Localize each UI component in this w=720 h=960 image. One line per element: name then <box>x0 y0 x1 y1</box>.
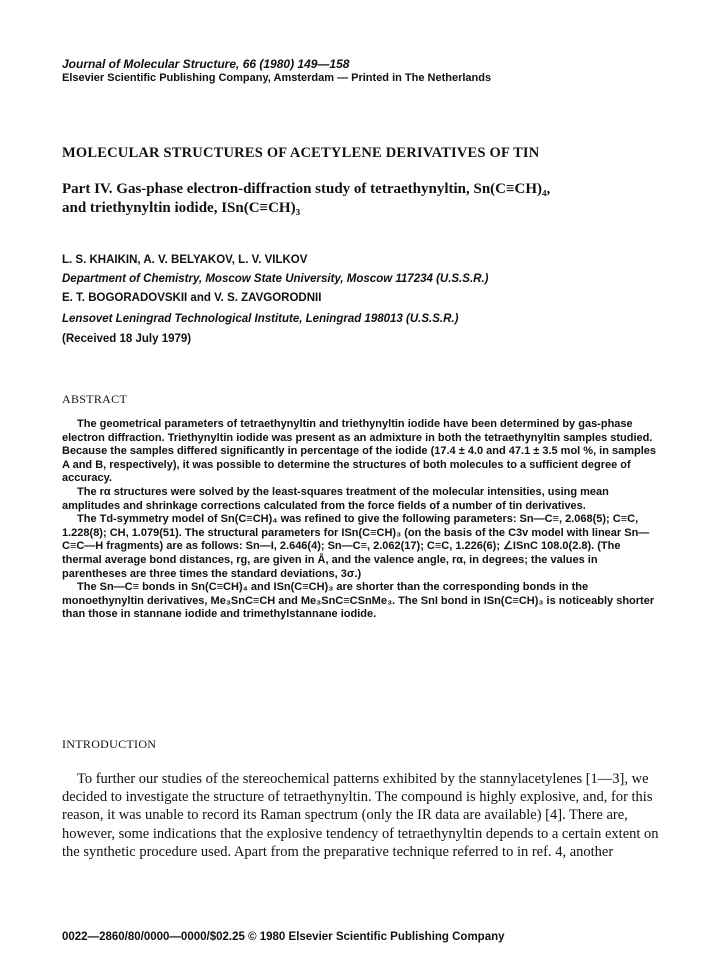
affiliation-2: Lensovet Leningrad Technological Institute, Leningrad 198013 (U.S.S.R.) <box>62 313 459 325</box>
series-title: MOLECULAR STRUCTURES OF ACETYLENE DERIVATIVES OF TIN <box>62 145 540 161</box>
abstract-paragraph: The Td-symmetry model of Sn(C≡CH)₄ was refined to give the following parameters: Sn—C≡, 2.068(5); C≡C, 1.228(8); CH, 1.079(51). The structural parameters for ISn(C≡CH)₃ (on the basis of the C3v model with linear Sn—C≡C—H fragments) are as follows: Sn—I, 2.646(4); Sn—C≡, 2.062(17); C≡C, 1.226(6); ∠ISnC 108.0(2.8). (The thermal average bond distances, rg, are given in Å, and the valence angle, rα, in degrees; the values in parentheses are three times the standard deviations, 3σ.) <box>62 513 650 580</box>
journal-citation: Journal of Molecular Structure, 66 (1980) 149—158 <box>62 57 350 71</box>
abstract-heading: ABSTRACT <box>62 392 128 406</box>
article-title <box>62 180 662 218</box>
abstract-paragraph: The geometrical parameters of tetraethynyltin and triethynyltin iodide have been determined by gas-phase electron diffraction. Triethynyltin iodide was present as an admixture in both the tetraethynyltin samples studied. Because the samples differed significantly in percentage of the iodide (17.4 ± 4.0 and 47.1 ± 3.5 mol %, in samples A and B, respectively), it was possible to determine the structures of both molecules to a sufficient degree of accuracy. <box>62 418 657 485</box>
abstract-paragraph: The rα structures were solved by the least-squares treatment of the molecular intensities, using mean amplitudes and shrinkage corrections calculated from the force fields of a number of tin derivatives. <box>62 485 609 512</box>
publisher-line: Elsevier Scientific Publishing Company, Amsterdam — Printed in The Netherlands <box>62 72 492 84</box>
affiliation-1: Department of Chemistry, Moscow State University, Moscow 117234 (U.S.S.R.) <box>62 273 489 285</box>
abstract-body <box>62 418 660 622</box>
authors-group-2: E. T. BOGORADOVSKII and V. S. ZAVGORODNII <box>62 292 322 304</box>
abstract-paragraph: The Sn—C≡ bonds in Sn(C≡CH)₄ and ISn(C≡CH)₃ are shorter than the corresponding bonds in the monoethynyltin derivatives, Me₃SnC≡CH and Me₃SnC≡CSnMe₃. The SnI bond in ISn(C≡CH)₃ is noticeably shorter than those in stannane iodide and trimethylstannane iodide. <box>62 581 655 621</box>
introduction-body <box>62 770 660 861</box>
introduction-heading: INTRODUCTION <box>62 737 157 751</box>
article-title-line: Part IV. Gas-phase electron-diffraction study of tetraethynyltin, Sn(C≡CH)₄, <box>62 181 551 197</box>
received-date: (Received 18 July 1979) <box>62 333 192 345</box>
copyright-footer: 0022—2860/80/0000—0000/$02.25 © 1980 Elsevier Scientific Publishing Company <box>62 931 505 943</box>
introduction-paragraph: To further our studies of the stereochemical patterns exhibited by the stannylacetylenes [1—3], we decided to investigate the structure of tetraethynyltin. The compound is highly explosive, and, for this reason, it was unable to record its Raman spectrum (only the IR data are available) [4]. There are, however, some indications that the explosive tendency of tetraethynyltin depends to a certain extent on the synthetic procedure used. Apart from the preparative technique referred to in ref. 4, another <box>62 771 659 860</box>
authors-group-1: L. S. KHAIKIN, A. V. BELYAKOV, L. V. VILKOV <box>62 254 308 266</box>
article-title-line: and triethynyltin iodide, ISn(C≡CH)₃ <box>62 200 301 216</box>
